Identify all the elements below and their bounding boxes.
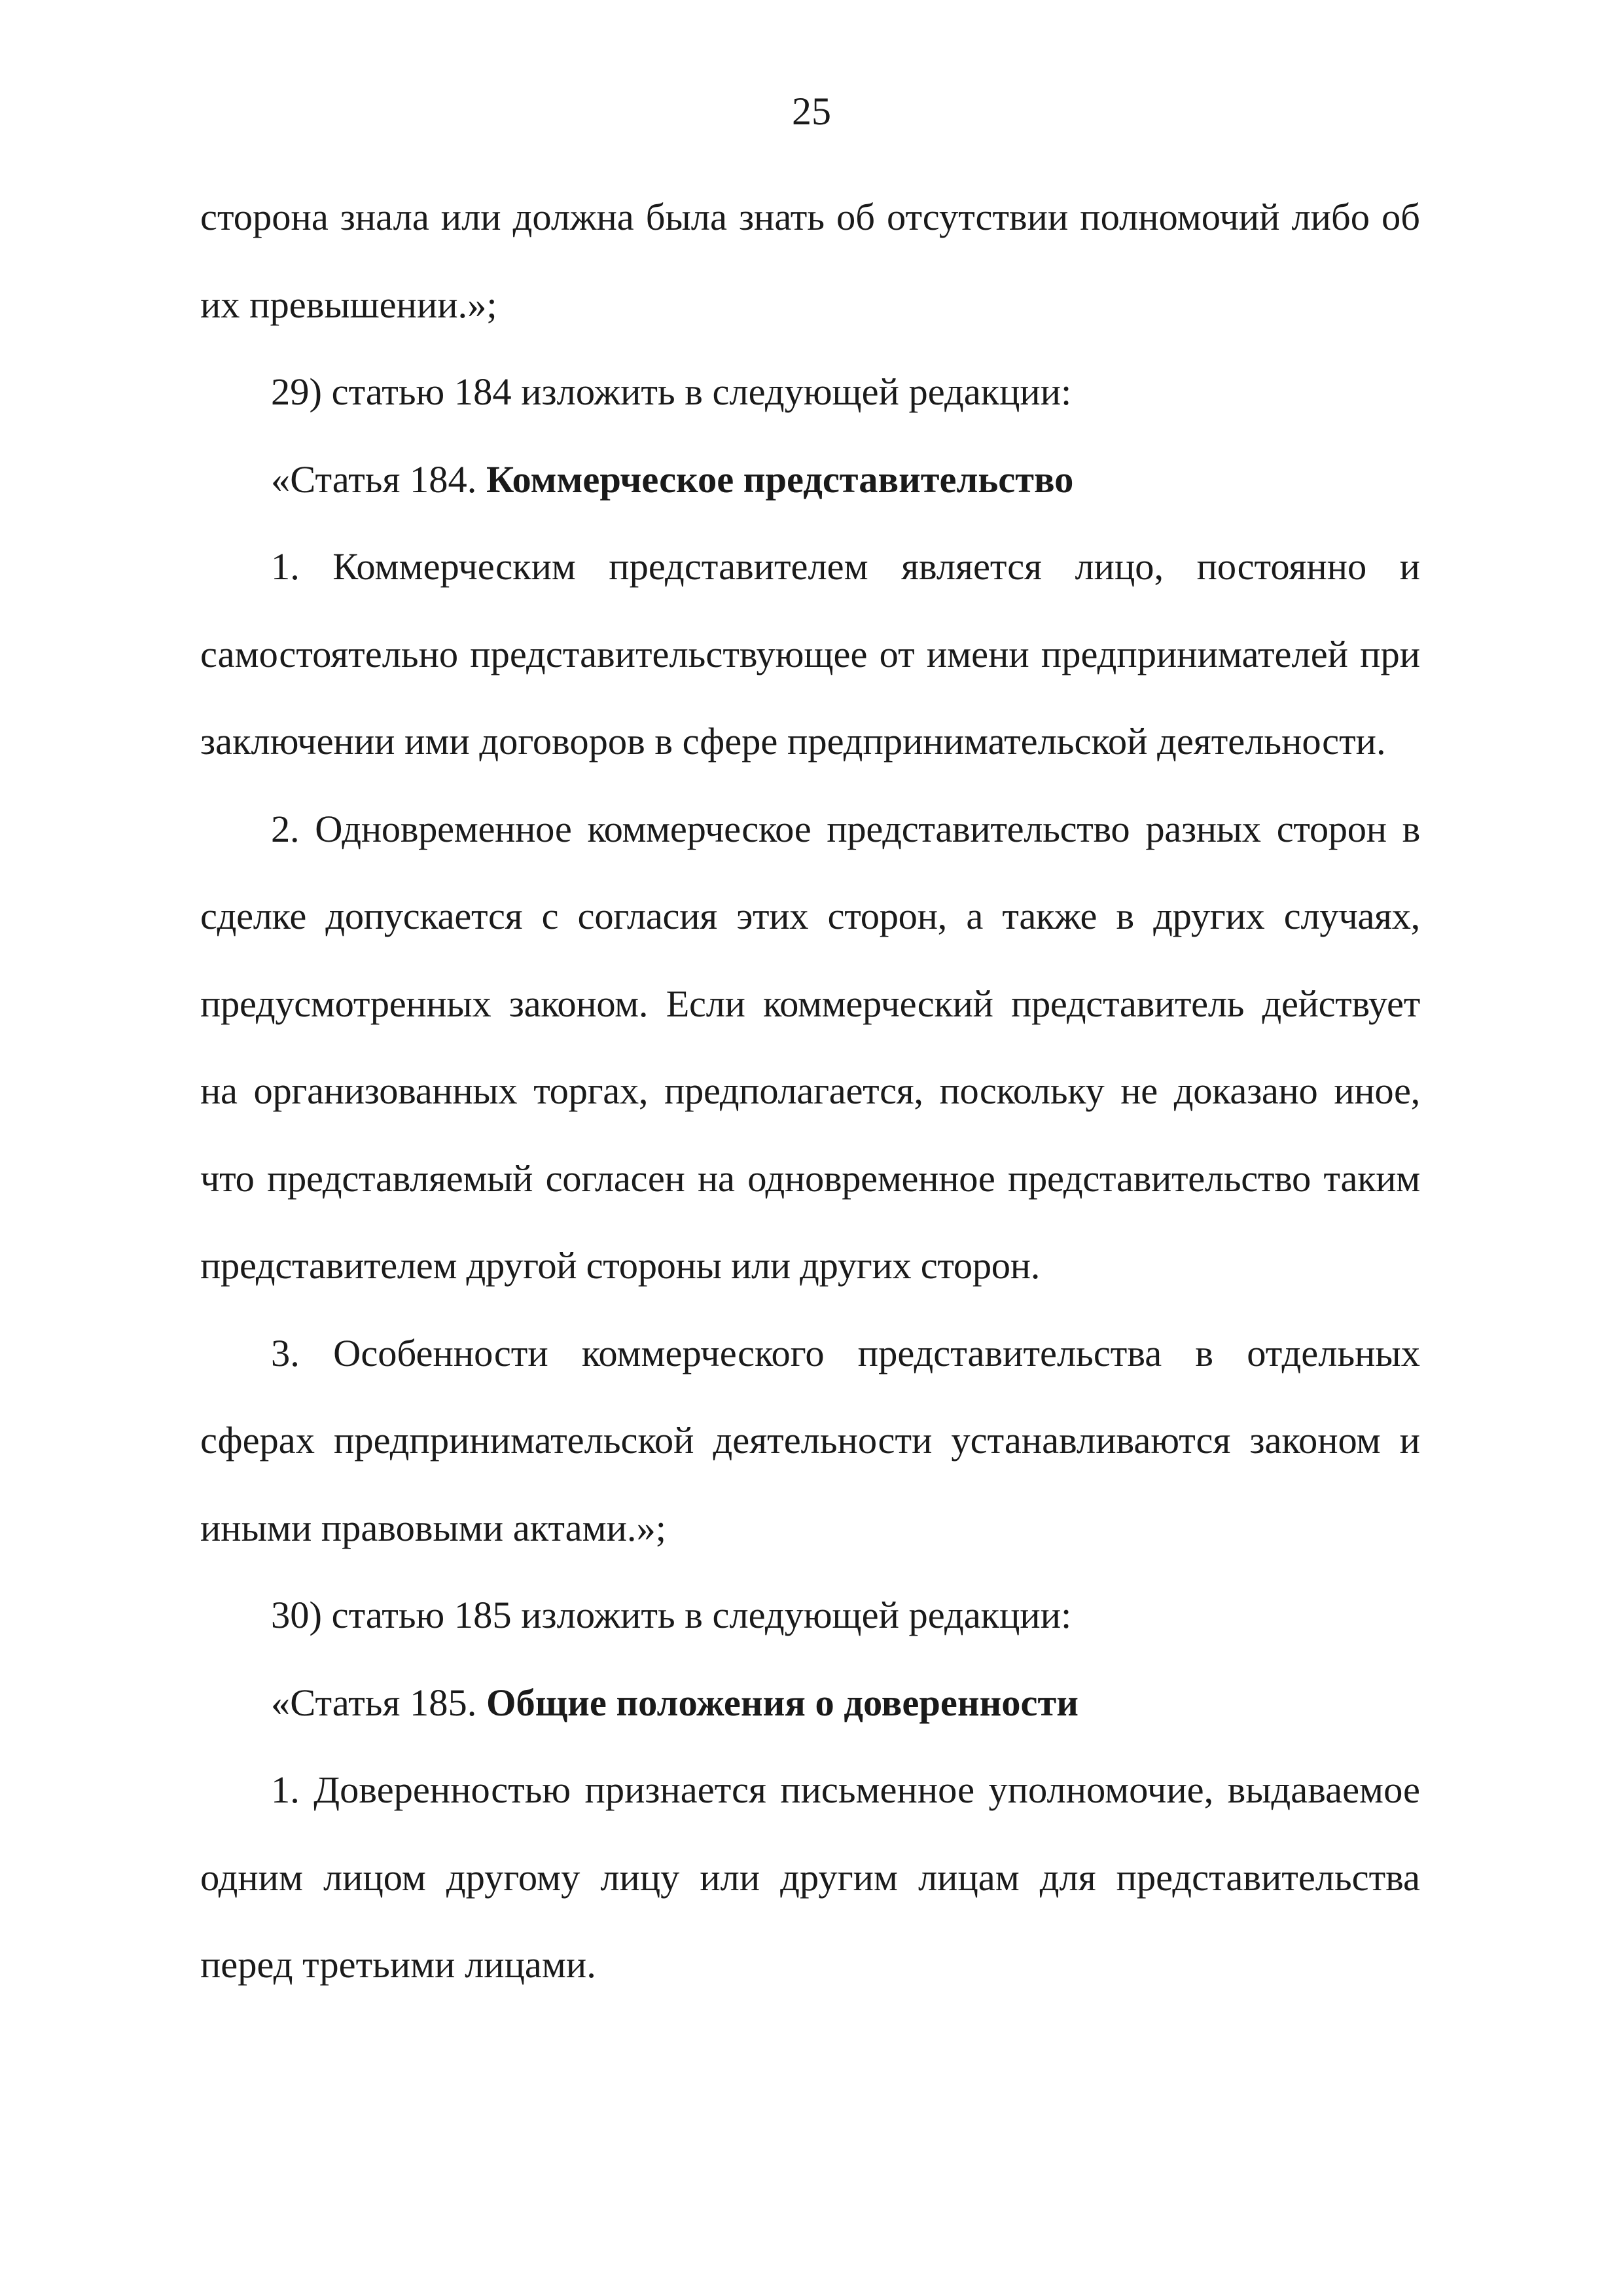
article-184-heading: [200, 436, 1420, 524]
paragraph-continuation: сторона знала или должна была знать об отсутствии полномочий либо об их превышении.»;: [200, 196, 1420, 326]
article-185-heading: [200, 1659, 1420, 1747]
article-184-clause-2: 2. Одновременное коммерческое представительство разных сторон в сделке допускается с согласия этих сторон, а также в других случаях, предусмотренных законом. Если коммерческий представитель действует на организованных торгах, предполагается, поскольку не доказано иное, что представляемый согласен на одновременное представительство таким представителем другой стороны или других сторон.: [200, 807, 1420, 1287]
article-184-title: Коммерческое представительство: [486, 457, 1074, 501]
article-184-clause-3: 3. Особенности коммерческого представительства в отдельных сферах предпринимательской деятельности устанавливаются законом и иными правовыми актами.»;: [200, 1331, 1420, 1549]
amendment-item-29: 29) статью 184 изложить в следующей редакции:: [271, 370, 1072, 413]
article-185-clause-1: 1. Доверенностью признается письменное уполномочие, выдаваемое одним лицом другому лицу или другим лицам для представительства перед третьими лицами.: [200, 1768, 1420, 1986]
article-185-title: Общие положения о доверенности: [486, 1681, 1079, 1724]
amendment-item-30: 30) статью 185 изложить в следующей редакции:: [271, 1594, 1072, 1636]
page-number: 25: [792, 90, 831, 133]
document-body: [200, 173, 1420, 2009]
article-184-number: «Статья 184.: [271, 457, 487, 501]
article-185-number: «Статья 185.: [271, 1681, 487, 1724]
article-184-clause-1: 1. Коммерческим представителем является лицо, постоянно и самостоятельно представительствующее от имени предпринимателей при заключении ими договоров в сфере предпринимательской деятельности.: [200, 545, 1420, 762]
